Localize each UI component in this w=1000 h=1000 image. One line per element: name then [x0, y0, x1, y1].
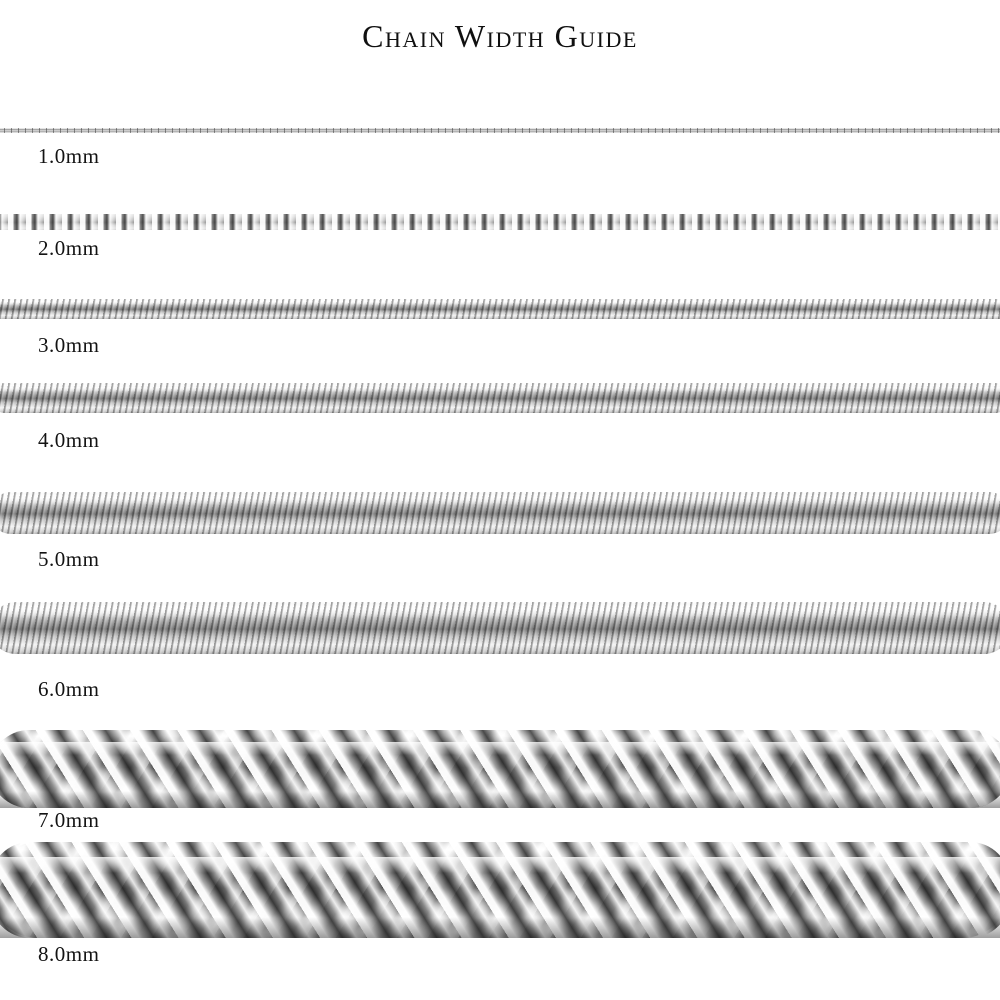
chain-illustration-7-0mm — [0, 724, 1000, 816]
page-title: Chain Width Guide — [362, 18, 638, 54]
chain-illustration-1-0mm — [0, 124, 1000, 142]
chain-label-3-0mm: 3.0mm — [38, 333, 100, 357]
chain-illustration-5-0mm — [0, 488, 1000, 542]
chain-label-8-0mm: 8.0mm — [38, 942, 100, 966]
chain-label-2-0mm: 2.0mm — [38, 236, 100, 260]
chain-label-1-0mm: 1.0mm — [38, 144, 100, 168]
chain-label-7-0mm: 7.0mm — [38, 808, 100, 832]
chain-illustration-8-0mm — [0, 838, 1000, 948]
chain-illustration-4-0mm — [0, 378, 1000, 422]
chain-label-6-0mm: 6.0mm — [38, 677, 100, 701]
chain-illustration-2-0mm — [0, 206, 1000, 238]
chain-label-4-0mm: 4.0mm — [38, 428, 100, 452]
chain-illustration-6-0mm — [0, 598, 1000, 662]
chain-label-5-0mm: 5.0mm — [38, 547, 100, 571]
chain-illustration-3-0mm — [0, 292, 1000, 328]
